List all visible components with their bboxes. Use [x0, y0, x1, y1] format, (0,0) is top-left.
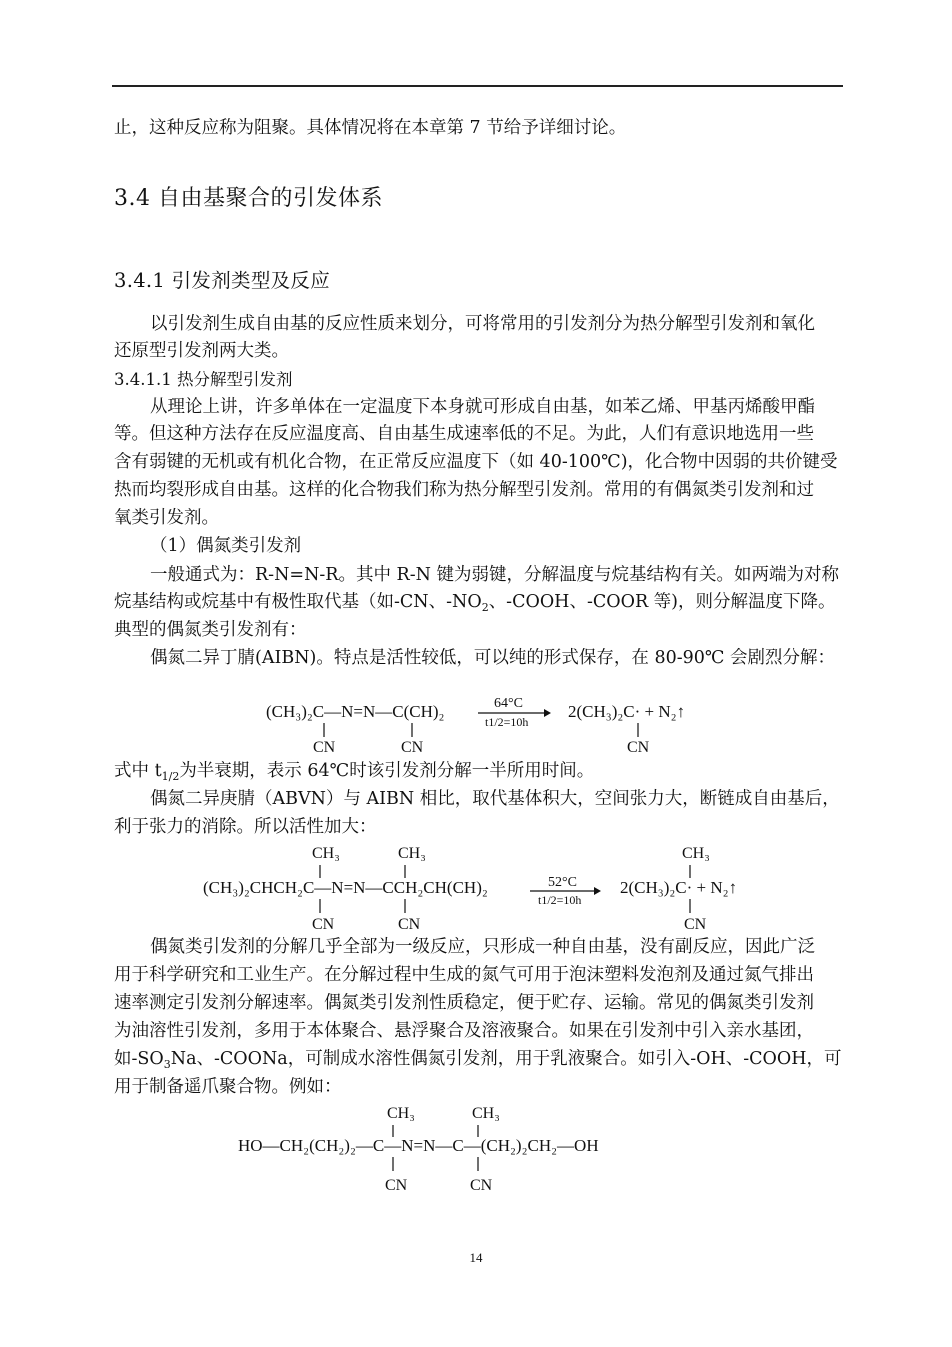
eq2-arrow-head	[594, 887, 601, 895]
eq1-cn-2: CN	[401, 739, 424, 756]
section-title: 3.4 自由基聚合的引发体系	[114, 186, 383, 211]
eq1-cond-bottom: t1/2=10h	[485, 715, 529, 729]
item-azo-heading: （1）偶氮类引发剂	[150, 536, 302, 556]
eq2-cn-2: CN	[398, 916, 421, 933]
para6-line4: 为油溶性引发剂，多用于本体聚合、悬浮聚合及溶液聚合。如果在引发剂中引入亲水基团，	[114, 1021, 814, 1041]
equation-telechelic	[238, 1105, 599, 1194]
eq2-ch3-2: CH₃	[398, 845, 426, 862]
para6-line1: 偶氮类引发剂的分解几乎全部为一级反应，只形成一种自由基，没有副反应，因此广泛	[150, 937, 815, 957]
para6-line6: 用于制备遥爪聚合物。例如：	[114, 1077, 342, 1097]
eq2-ch3-3: CH₃	[682, 845, 710, 862]
eq2-cond-bottom: t1/2=10h	[538, 893, 582, 907]
para3-line2: 烷基结构或烷基中有极性取代基（如-CN、$-NO_2$、-COOH、-COOR 等)，则分解温度下降。	[114, 592, 836, 614]
eq1-right: 2(CH₃)₂C· + N₂↑	[568, 702, 686, 721]
para2-line4: 热而均裂形成自由基。这样的化合物我们称为热分解型引发剂。常用的有偶氮类引发剂和过	[114, 480, 814, 500]
eq1-cn-1: CN	[313, 739, 336, 756]
para2-line1: 从理论上讲，许多单体在一定温度下本身就可形成自由基，如苯乙烯、甲基丙烯酸甲酯	[150, 397, 815, 417]
eq3-ch3-2: CH₃	[472, 1105, 500, 1122]
para3-line1: 一般通式为：R-N=N-R。其中 R-N 键为弱键，分解温度与烷基结构有关。如两端为对称	[150, 565, 839, 585]
para2-line3: 含有弱键的无机或有机化合物，在正常反应温度下（如 40-100℃)，化合物中因弱的共价键受	[114, 452, 838, 472]
eq2-ch3-1: CH₃	[312, 845, 340, 862]
para6-line2: 用于科学研究和工业生产。在分解过程中生成的氮气可用于泡沫塑料发泡剂及通过氮气排出	[114, 965, 814, 985]
subsub-title: 3.4.1.1 热分解型引发剂	[114, 370, 293, 389]
para6-line5: 如$-SO_3Na$、-COONa，可制成水溶性偶氮引发剂，用于乳液聚合。如引入-OH、-COOH，可	[114, 1049, 842, 1071]
eq2-cn-1: CN	[312, 916, 335, 933]
half-life-note: 式中 $t_{1/2}$为半衰期，表示 64℃时该引发剂分解一半所用时间。	[114, 761, 595, 783]
para4-line: 偶氮二异丁腈(AIBN)。特点是活性较低，可以纯的形式保存，在 80-90℃ 会剧烈分解：	[150, 648, 836, 668]
para1-line2: 还原型引发剂两大类。	[114, 341, 289, 361]
eq3-cn-2: CN	[470, 1177, 493, 1194]
para1-line1: 以引发剂生成自由基的反应性质来划分，可将常用的引发剂分为热分解型引发剂和氧化	[150, 314, 815, 334]
para2-line2: 等。但这种方法存在反应温度高、自由基生成速率低的不足。为此，人们有意识地选用一些	[114, 424, 814, 444]
para3-line3: 典型的偶氮类引发剂有：	[114, 620, 307, 640]
para6-line3: 速率测定引发剂分解速率。偶氮类引发剂性质稳定，便于贮存、运输。常见的偶氮类引发剂	[114, 993, 814, 1013]
para5-line2: 利于张力的消除。所以活性加大：	[114, 817, 377, 837]
eq1-arrow-head	[544, 709, 551, 717]
eq2-left: (CH₃)₂CHCH₂C—N=N—CCH₂CH(CH)₂	[203, 878, 488, 897]
eq3-formula: HO—CH₂(CH₂)₂—C—N=N—C—(CH₂)₂CH₂—OH	[238, 1136, 599, 1155]
eq1-cn-3: CN	[627, 739, 650, 756]
eq2-cn-3: CN	[684, 916, 707, 933]
para5-line1: 偶氮二异庚腈（ABVN）与 AIBN 相比，取代基体积大，空间张力大，断链成自由基后，	[150, 789, 840, 809]
eq3-cn-1: CN	[385, 1177, 408, 1194]
equation-aibn	[266, 696, 685, 756]
equation-abvn	[203, 845, 737, 933]
intro-line: 止，这种反应称为阻聚。具体情况将在本章第 7 节给予详细讨论。	[114, 118, 627, 138]
eq2-right: 2(CH₃)₂C· + N₂↑	[620, 878, 738, 897]
eq1-cond-top: 64°C	[494, 696, 523, 711]
eq1-left: (CH₃)₂C—N=N—C(CH)₂	[266, 702, 445, 721]
para2-line5: 氧类引发剂。	[114, 508, 219, 528]
page-number: 14	[469, 1250, 483, 1265]
eq3-ch3-1: CH₃	[387, 1105, 415, 1122]
header-rule	[112, 85, 843, 87]
subsection-title: 3.4.1 引发剂类型及反应	[114, 269, 331, 292]
eq2-cond-top: 52°C	[548, 875, 577, 890]
